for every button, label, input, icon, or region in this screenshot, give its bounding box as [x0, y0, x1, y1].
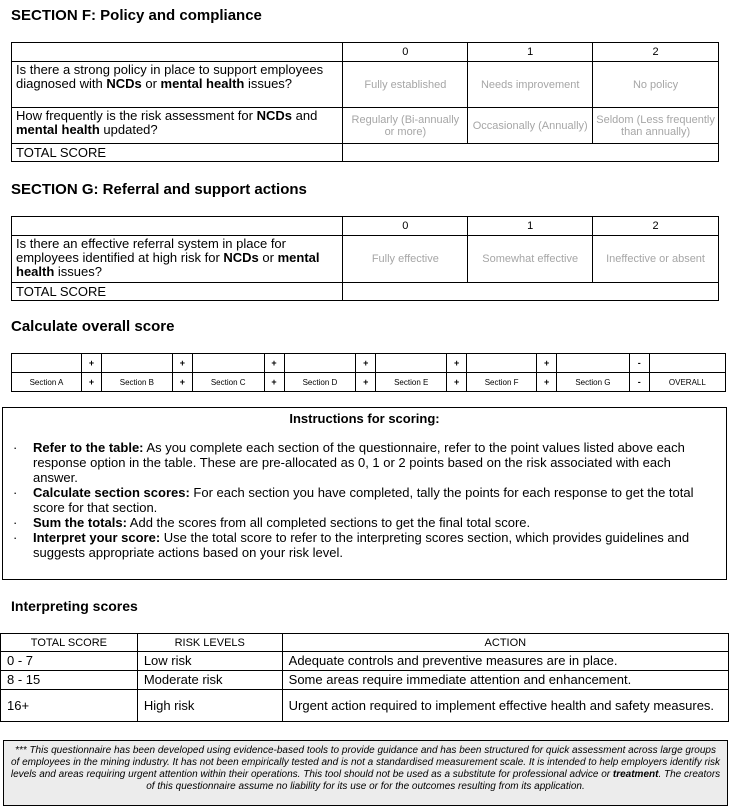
plus-sign: +: [172, 373, 192, 392]
header-score-1: 1: [468, 217, 593, 236]
plus-sign: +: [447, 354, 467, 373]
header-blank: [12, 217, 343, 236]
response-option[interactable]: Seldom (Less frequently than annually): [593, 108, 719, 144]
response-option[interactable]: No policy: [593, 62, 719, 108]
action-text: Some areas require immediate attention and enhancement.: [282, 671, 728, 690]
minus-sign: -: [629, 354, 649, 373]
section-e-label: Section E: [376, 373, 447, 392]
risk-level: High risk: [137, 690, 282, 722]
list-item: · Refer to the table: As you complete each section of the questionnaire, refer to the point values listed above each response option in the table. These are pre-allocated as 0, 1 or 2 points based on the risk associated with each answer.: [13, 440, 685, 485]
plus-sign: +: [537, 354, 557, 373]
table-row: [1, 690, 729, 722]
section-b-score-field[interactable]: [101, 354, 172, 373]
score-range: 16+: [1, 690, 138, 722]
header-score-0: 0: [343, 43, 468, 62]
instructions-list: [3, 440, 726, 560]
header-risk-levels: RISK LEVELS: [137, 634, 282, 652]
plus-sign: +: [356, 354, 376, 373]
response-option[interactable]: Regularly (Bi-annually or more): [343, 108, 468, 144]
section-g-title: SECTION G: Referral and support actions: [11, 181, 307, 198]
action-text: Urgent action required to implement effective health and safety measures.: [282, 690, 728, 722]
score-range: 8 - 15: [1, 671, 138, 690]
bullet: ·: [13, 485, 18, 500]
bullet: ·: [13, 530, 18, 545]
overall-score-title: Calculate overall score: [11, 318, 175, 335]
response-option[interactable]: Occasionally (Annually): [468, 108, 593, 144]
section-a-score-field[interactable]: [12, 354, 82, 373]
total-score-label: TOTAL SCORE: [12, 144, 343, 162]
header-total-score: TOTAL SCORE: [1, 634, 138, 652]
total-score-label: TOTAL SCORE: [12, 283, 343, 301]
list-item: · Calculate section scores: For each section you have completed, tally the points for each response to get the total score for that section.: [13, 485, 694, 515]
section-f-table: [11, 42, 719, 162]
section-f-label: Section F: [467, 373, 537, 392]
question-text: Is there an effective referral system in place for employees identified at high risk for NCDs or mental health issues?: [12, 236, 343, 283]
header-action: ACTION: [282, 634, 728, 652]
table-row: [12, 236, 719, 283]
disclaimer-bold-word: treatment: [612, 769, 659, 780]
risk-level: Low risk: [137, 652, 282, 671]
section-d-score-field[interactable]: [284, 354, 356, 373]
table-row: [1, 671, 729, 690]
plus-sign: +: [264, 354, 284, 373]
score-range: 0 - 7: [1, 652, 138, 671]
action-text: Adequate controls and preventive measures are in place.: [282, 652, 728, 671]
section-a-label: Section A: [12, 373, 82, 392]
question-text: Is there a strong policy in place to support employees diagnosed with NCDs or mental health issues?: [12, 62, 343, 108]
header-score-0: 0: [343, 217, 468, 236]
section-d-label: Section D: [284, 373, 356, 392]
bullet: ·: [13, 515, 18, 530]
response-option[interactable]: Fully effective: [343, 236, 468, 283]
interpreting-scores-table: [0, 633, 729, 722]
interpreting-scores-title: Interpreting scores: [11, 598, 138, 614]
plus-sign: +: [447, 373, 467, 392]
risk-level: Moderate risk: [137, 671, 282, 690]
plus-sign: +: [264, 373, 284, 392]
plus-sign: +: [356, 373, 376, 392]
section-c-score-field[interactable]: [192, 354, 264, 373]
list-item: · Sum the totals: Add the scores from all completed sections to get the final total score.: [13, 515, 531, 530]
section-b-label: Section B: [101, 373, 172, 392]
bullet: ·: [13, 440, 18, 455]
section-g-score-field[interactable]: [557, 354, 630, 373]
disclaimer-text: *** This questionnaire has been developed using evidence-based tools to provide guidance and has been structured for quick assessment across large groups of employees in the mining industry. It has not been empirically tested and is not a standardised measurement scale. It is intended to help employers identify risk levels and areas requiring urgent attention within their operations. This tool should not be used as a substitute for professional advice or: [10, 745, 721, 780]
total-row: [12, 144, 719, 162]
instructions-title: Instructions for scoring:: [289, 411, 440, 426]
instructions-box: [2, 407, 727, 580]
table-row: [1, 652, 729, 671]
table-row: [12, 108, 719, 144]
list-item: · Interpret your score: Use the total score to refer to the interpreting scores section, which provides guidelines and suggests appropriate actions based on your risk level.: [13, 530, 690, 560]
total-score-field[interactable]: [343, 283, 719, 301]
section-c-label: Section C: [192, 373, 264, 392]
plus-sign: +: [537, 373, 557, 392]
header-score-2: 2: [593, 217, 719, 236]
response-option[interactable]: Fully established: [343, 62, 468, 108]
disclaimer-text-end: . The creators of this questionnaire assume no liability for its use or for the outcomes resulting from its application.: [146, 769, 721, 792]
plus-sign: +: [81, 354, 101, 373]
response-option[interactable]: Needs improvement: [468, 62, 593, 108]
section-g-label: Section G: [557, 373, 630, 392]
overall-label: OVERALL: [649, 373, 725, 392]
header-score-1: 1: [468, 43, 593, 62]
minus-sign: -: [629, 373, 649, 392]
table-header-row: [12, 43, 719, 62]
table-row: [12, 62, 719, 108]
total-row: [12, 283, 719, 301]
table-header-row: [1, 634, 729, 652]
disclaimer-box: [3, 740, 728, 806]
header-score-2: 2: [593, 43, 719, 62]
response-option[interactable]: Ineffective or absent: [593, 236, 719, 283]
response-option[interactable]: Somewhat effective: [468, 236, 593, 283]
section-e-score-field[interactable]: [376, 354, 447, 373]
score-label-row: [12, 373, 726, 392]
section-f-title: SECTION F: Policy and compliance: [11, 7, 262, 24]
question-text: How frequently is the risk assessment for NCDs and mental health updated?: [12, 108, 343, 144]
table-header-row: [12, 217, 719, 236]
total-score-field[interactable]: [343, 144, 719, 162]
score-input-row: [12, 354, 726, 373]
plus-sign: +: [81, 373, 101, 392]
plus-sign: +: [172, 354, 192, 373]
overall-score-field[interactable]: [649, 354, 725, 373]
section-f-score-field[interactable]: [467, 354, 537, 373]
overall-score-table: [11, 353, 726, 392]
section-g-table: [11, 216, 719, 301]
header-blank: [12, 43, 343, 62]
